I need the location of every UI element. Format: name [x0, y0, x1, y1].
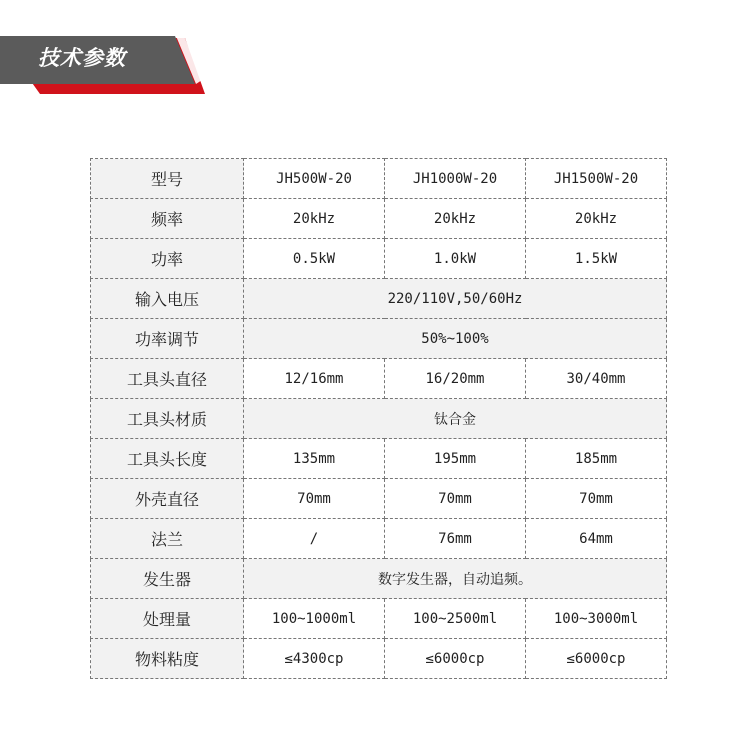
row-label: 处理量 — [91, 599, 244, 639]
table-cell: 0.5kW — [244, 239, 385, 279]
row-label: 频率 — [91, 199, 244, 239]
table-row — [91, 279, 667, 319]
table-cell: / — [244, 519, 385, 559]
table-cell: 100~1000ml — [244, 599, 385, 639]
table-row — [91, 199, 667, 239]
table-cell: 20kHz — [385, 199, 526, 239]
table-row — [91, 239, 667, 279]
table-cell: 16/20mm — [385, 359, 526, 399]
row-label: 发生器 — [91, 559, 244, 599]
row-label: 功率 — [91, 239, 244, 279]
row-label: 输入电压 — [91, 279, 244, 319]
row-label: 型号 — [91, 159, 244, 199]
table-cell: 220/110V,50/60Hz — [244, 279, 667, 319]
table-cell: 185mm — [526, 439, 667, 479]
row-label: 物料粘度 — [91, 639, 244, 679]
table-row — [91, 519, 667, 559]
table-cell: 20kHz — [244, 199, 385, 239]
table-cell: ≤4300cp — [244, 639, 385, 679]
row-label: 法兰 — [91, 519, 244, 559]
row-label: 工具头直径 — [91, 359, 244, 399]
table-row — [91, 439, 667, 479]
table-cell: 钛合金 — [244, 399, 667, 439]
table-row — [91, 479, 667, 519]
table-row — [91, 399, 667, 439]
table-cell: 50%~100% — [244, 319, 667, 359]
table-cell: ≤6000cp — [526, 639, 667, 679]
row-label: 功率调节 — [91, 319, 244, 359]
table-cell: 70mm — [526, 479, 667, 519]
table-cell: 20kHz — [526, 199, 667, 239]
table-row — [91, 599, 667, 639]
section-banner — [0, 0, 750, 110]
table-cell: 70mm — [385, 479, 526, 519]
spec-table — [90, 158, 667, 679]
table-cell: 195mm — [385, 439, 526, 479]
table-cell: 100~2500ml — [385, 599, 526, 639]
table-cell: 64mm — [526, 519, 667, 559]
table-cell: 1.0kW — [385, 239, 526, 279]
table-row — [91, 159, 667, 199]
table-cell: JH1000W-20 — [385, 159, 526, 199]
table-cell: 100~3000ml — [526, 599, 667, 639]
table-cell: ≤6000cp — [385, 639, 526, 679]
row-label: 外壳直径 — [91, 479, 244, 519]
table-cell: 30/40mm — [526, 359, 667, 399]
table-cell: 135mm — [244, 439, 385, 479]
table-cell: 数字发生器，自动追频。 — [244, 559, 667, 599]
row-label: 工具头长度 — [91, 439, 244, 479]
table-row — [91, 319, 667, 359]
table-cell: JH1500W-20 — [526, 159, 667, 199]
section-title: 技术参数 — [38, 46, 126, 70]
row-label: 工具头材质 — [91, 399, 244, 439]
table-row — [91, 639, 667, 679]
table-cell: 12/16mm — [244, 359, 385, 399]
table-cell: 70mm — [244, 479, 385, 519]
table-cell: 76mm — [385, 519, 526, 559]
table-cell: JH500W-20 — [244, 159, 385, 199]
table-row — [91, 559, 667, 599]
table-row — [91, 359, 667, 399]
table-cell: 1.5kW — [526, 239, 667, 279]
